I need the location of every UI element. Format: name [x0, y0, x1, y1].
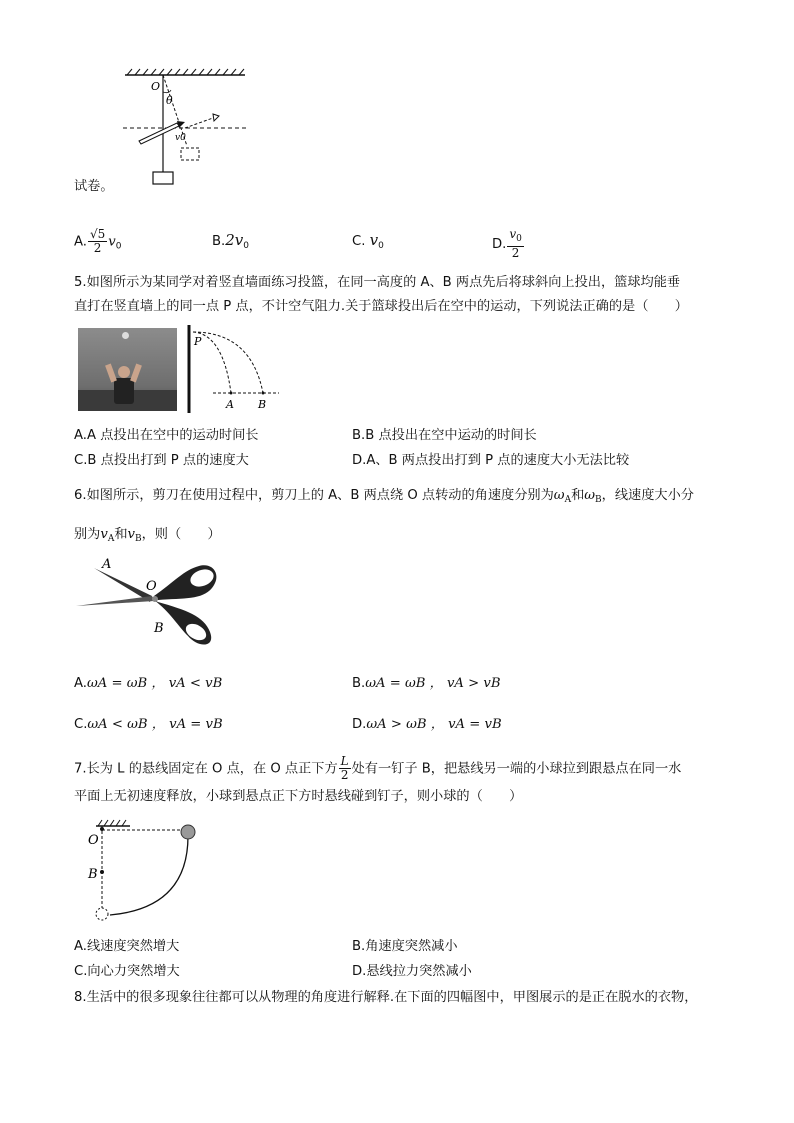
- q7-option-a[interactable]: A.线速度突然增大: [74, 939, 180, 954]
- q7-option-c[interactable]: C.向心力突然增大: [74, 964, 180, 979]
- q6-stem-line2: 别为$v_A$和$v_B$，则（ ）: [74, 527, 221, 544]
- scissors-figure: [74, 552, 224, 657]
- q6-option-c[interactable]: C.ωA < ωB ， vA = vB: [74, 717, 223, 732]
- point-o-label: O: [151, 80, 161, 93]
- q4-option-d-fraction: $\frac{v_0}{2}$: [509, 227, 522, 260]
- q4-option-d[interactable]: D. $\frac{v_0}{2}$: [492, 227, 522, 260]
- q4-option-c[interactable]: C. $v_0$: [352, 231, 384, 251]
- projectile-diagram: [183, 320, 283, 415]
- point-b-label: B: [258, 398, 267, 411]
- q5-option-b[interactable]: B.B 点投出在空中运动的时间长: [352, 428, 537, 443]
- q6-stem-line1: 6.如图所示，剪刀在使用过程中，剪刀上的 A、B 两点绕 O 点转动的角速度分别为$\omega_A$和$\omega_B$，线速度大小分: [74, 488, 694, 505]
- v0-label: v0: [175, 133, 186, 143]
- q4-option-b[interactable]: $B.2v_0$: [212, 231, 250, 251]
- q8-stem-line1: 8.生活中的很多现象往往都可以从物理的角度进行解释.在下面的四幅图中，甲图展示的是正在脱水的衣物，: [74, 990, 698, 1005]
- point-b-label: B: [154, 621, 164, 636]
- q6-option-a[interactable]: A.ωA = ωB ， vA < vB: [74, 676, 223, 691]
- point-b-label: B: [88, 867, 98, 882]
- point-a-label: A: [226, 398, 234, 411]
- q7-stem-line1: 7.长为 L 的悬线固定在 O 点，在 O 点正下方 $\frac{L}{2}$ 处有一钉子 B，把悬线另一端的小球拉到跟悬点在同一水: [74, 754, 682, 782]
- tail-text: 试卷。: [74, 179, 114, 194]
- pendulum-nail-figure: [74, 816, 204, 924]
- q7-stem-line2: 平面上无初速度释放，小球到悬点正下方时悬线碰到钉子，则小球的（ ）: [74, 789, 523, 804]
- q7-option-d[interactable]: D.悬线拉力突然减小: [352, 964, 472, 979]
- q6-option-d[interactable]: D.ωA > ωB ， vA = vB: [352, 717, 502, 732]
- basketball-photo: [78, 328, 177, 411]
- pendulum-dart-figure: [115, 68, 255, 186]
- q6-option-b[interactable]: B.ωA = ωB ， vA > vB: [352, 676, 501, 691]
- q7-option-b[interactable]: B.角速度突然减小: [352, 939, 458, 954]
- point-p-label: P: [194, 335, 202, 348]
- theta-label: θ: [166, 94, 173, 107]
- point-o-label: O: [146, 579, 157, 594]
- q5-stem-line2: 直打在竖直墙上的同一点 P 点，不计空气阻力.关于篮球投出后在空中的运动，下列说法正确的是（ ）: [74, 299, 688, 314]
- q4-option-a[interactable]: A. $\frac{√5}{2}$ $v_0$: [74, 227, 122, 255]
- q5-option-d[interactable]: D.A、B 两点投出打到 P 点的速度大小无法比较: [352, 453, 630, 468]
- q7-fraction: $\frac{L}{2}$: [340, 754, 349, 782]
- point-o-label: O: [88, 833, 99, 848]
- q5-option-c[interactable]: C.B 点投出打到 P 点的速度大: [74, 453, 249, 468]
- q5-option-a[interactable]: A.A 点投出在空中的运动时间长: [74, 428, 259, 443]
- point-a-label: A: [102, 557, 112, 572]
- q5-stem-line1: 5.如图所示为某同学对着竖直墙面练习投篮，在同一高度的 A、B 两点先后将球斜向上投出，篮球均能垂: [74, 275, 681, 290]
- q4-option-a-fraction: $\frac{√5}{2}$: [89, 227, 106, 255]
